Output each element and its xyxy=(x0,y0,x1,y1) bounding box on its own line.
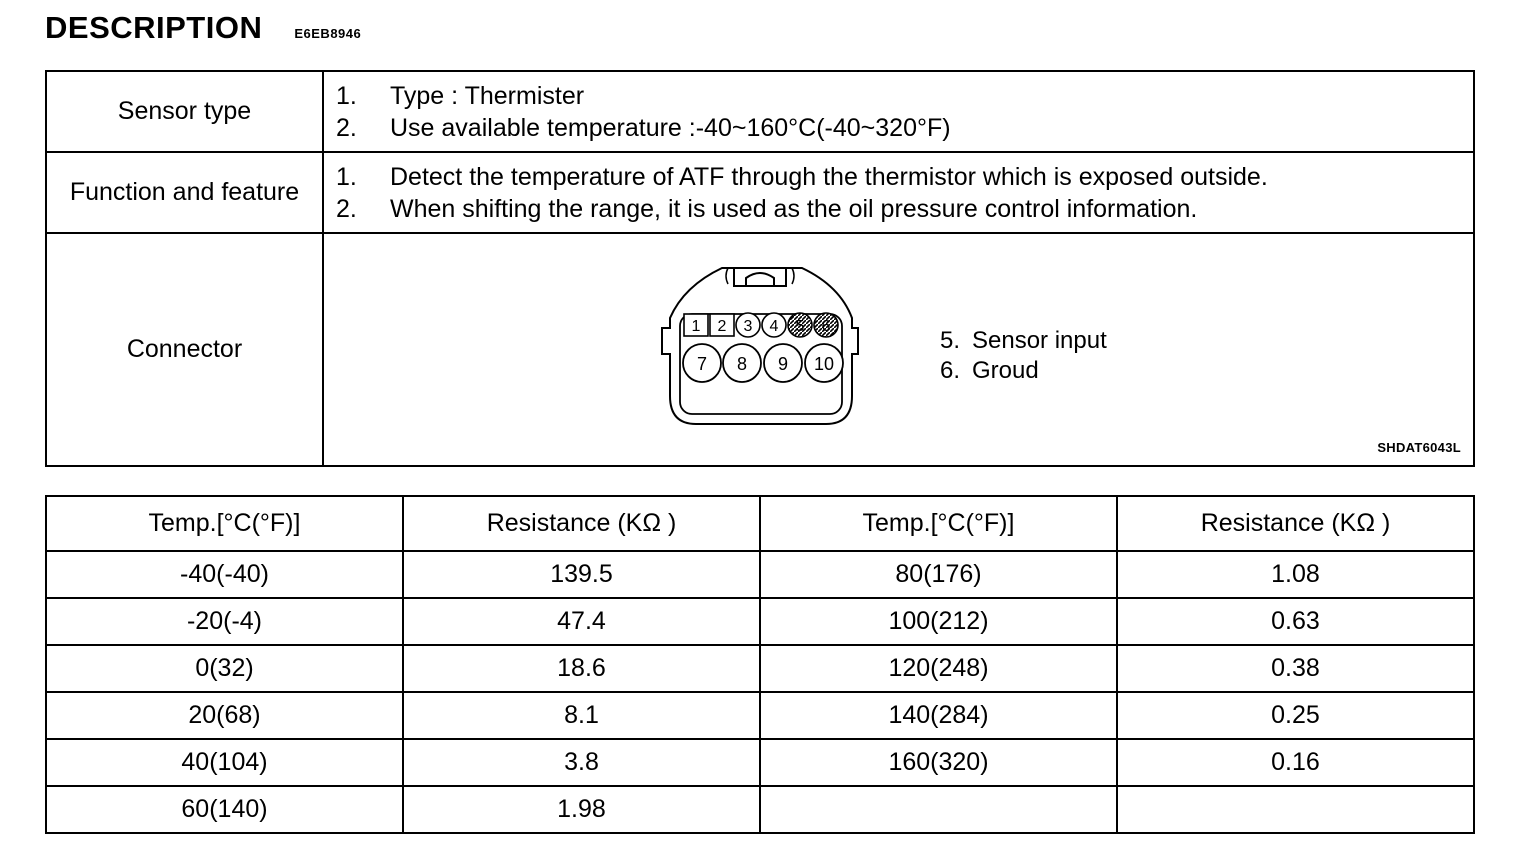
pin-7 xyxy=(683,344,721,382)
sensor-type-label: Sensor type xyxy=(46,71,323,152)
table-cell xyxy=(760,786,1117,833)
svg-text:5: 5 xyxy=(795,318,805,335)
description-table xyxy=(45,70,1475,467)
legend-item: 5. Sensor input xyxy=(940,327,1107,354)
table-cell: 8.1 xyxy=(403,692,760,739)
document-code: E6EB8946 xyxy=(294,26,362,41)
table-cell: 18.6 xyxy=(403,645,760,692)
svg-text:7: 7 xyxy=(696,354,708,374)
table-header-row xyxy=(46,496,1474,551)
pin-5 xyxy=(788,313,812,337)
table-row xyxy=(46,598,1474,645)
table-cell: 0.63 xyxy=(1117,598,1474,645)
page-heading xyxy=(45,10,361,46)
svg-text:1: 1 xyxy=(691,318,701,335)
list-item: 2. When shifting the range, it is used as the oil pressure control information. xyxy=(336,194,1198,223)
page-title: DESCRIPTION xyxy=(45,10,263,45)
function-label: Function and feature xyxy=(46,152,323,233)
sensor-type-content xyxy=(323,71,1474,152)
pin-8 xyxy=(723,344,761,382)
table-row xyxy=(46,739,1474,786)
column-header: Temp.[°C(°F)] xyxy=(46,496,403,551)
pin-legend xyxy=(940,326,1107,386)
column-header: Resistance (KΩ ) xyxy=(1117,496,1474,551)
connector-row xyxy=(46,233,1474,466)
table-cell: 47.4 xyxy=(403,598,760,645)
table-cell: 0.38 xyxy=(1117,645,1474,692)
pin-4 xyxy=(762,313,786,337)
table-cell: -40(-40) xyxy=(46,551,403,598)
svg-text:4: 4 xyxy=(769,318,779,335)
figure-code: SHDAT6043L xyxy=(1377,440,1461,455)
pin-3 xyxy=(736,313,760,337)
function-content xyxy=(323,152,1474,233)
table-cell: 60(140) xyxy=(46,786,403,833)
connector-content xyxy=(323,233,1474,466)
table-cell: 80(176) xyxy=(760,551,1117,598)
svg-text:2: 2 xyxy=(717,318,727,335)
table-cell xyxy=(1117,786,1474,833)
column-header: Temp.[°C(°F)] xyxy=(760,496,1117,551)
svg-text:6: 6 xyxy=(821,318,831,335)
table-row xyxy=(46,645,1474,692)
svg-text:3: 3 xyxy=(743,318,753,335)
table-cell: 100(212) xyxy=(760,598,1117,645)
connector-latch-icon xyxy=(734,268,786,286)
table-cell: 20(68) xyxy=(46,692,403,739)
list-item: 1. Detect the temperature of ATF through the thermistor which is exposed outside. xyxy=(336,162,1268,191)
svg-text:9: 9 xyxy=(777,354,789,374)
pin-6 xyxy=(814,313,838,337)
pin-1 xyxy=(684,314,708,336)
column-header: Resistance (KΩ ) xyxy=(403,496,760,551)
table-row xyxy=(46,786,1474,833)
table-cell: 0(32) xyxy=(46,645,403,692)
table-cell: 1.08 xyxy=(1117,551,1474,598)
list-item: 2. Use available temperature :-40~160°C(-40~320°F) xyxy=(336,113,951,142)
sensor-type-row xyxy=(46,71,1474,152)
function-row xyxy=(46,152,1474,233)
table-row xyxy=(46,692,1474,739)
connector-label: Connector xyxy=(46,233,323,466)
table-cell: 139.5 xyxy=(403,551,760,598)
table-cell: 160(320) xyxy=(760,739,1117,786)
table-cell: 120(248) xyxy=(760,645,1117,692)
svg-text:8: 8 xyxy=(736,354,748,374)
pin-10 xyxy=(805,344,843,382)
pin-9 xyxy=(764,344,802,382)
table-cell: 0.25 xyxy=(1117,692,1474,739)
table-row xyxy=(46,551,1474,598)
table-cell: 140(284) xyxy=(760,692,1117,739)
table-cell: -20(-4) xyxy=(46,598,403,645)
svg-text:10: 10 xyxy=(813,354,835,374)
table-cell: 3.8 xyxy=(403,739,760,786)
table-cell: 1.98 xyxy=(403,786,760,833)
resistance-table xyxy=(45,495,1475,834)
table-cell: 0.16 xyxy=(1117,739,1474,786)
pin-2 xyxy=(710,314,734,336)
list-item: 1. Type : Thermister xyxy=(336,81,585,110)
table-cell: 40(104) xyxy=(46,739,403,786)
connector-diagram xyxy=(654,256,864,436)
legend-item: 6. Groud xyxy=(940,357,1039,384)
